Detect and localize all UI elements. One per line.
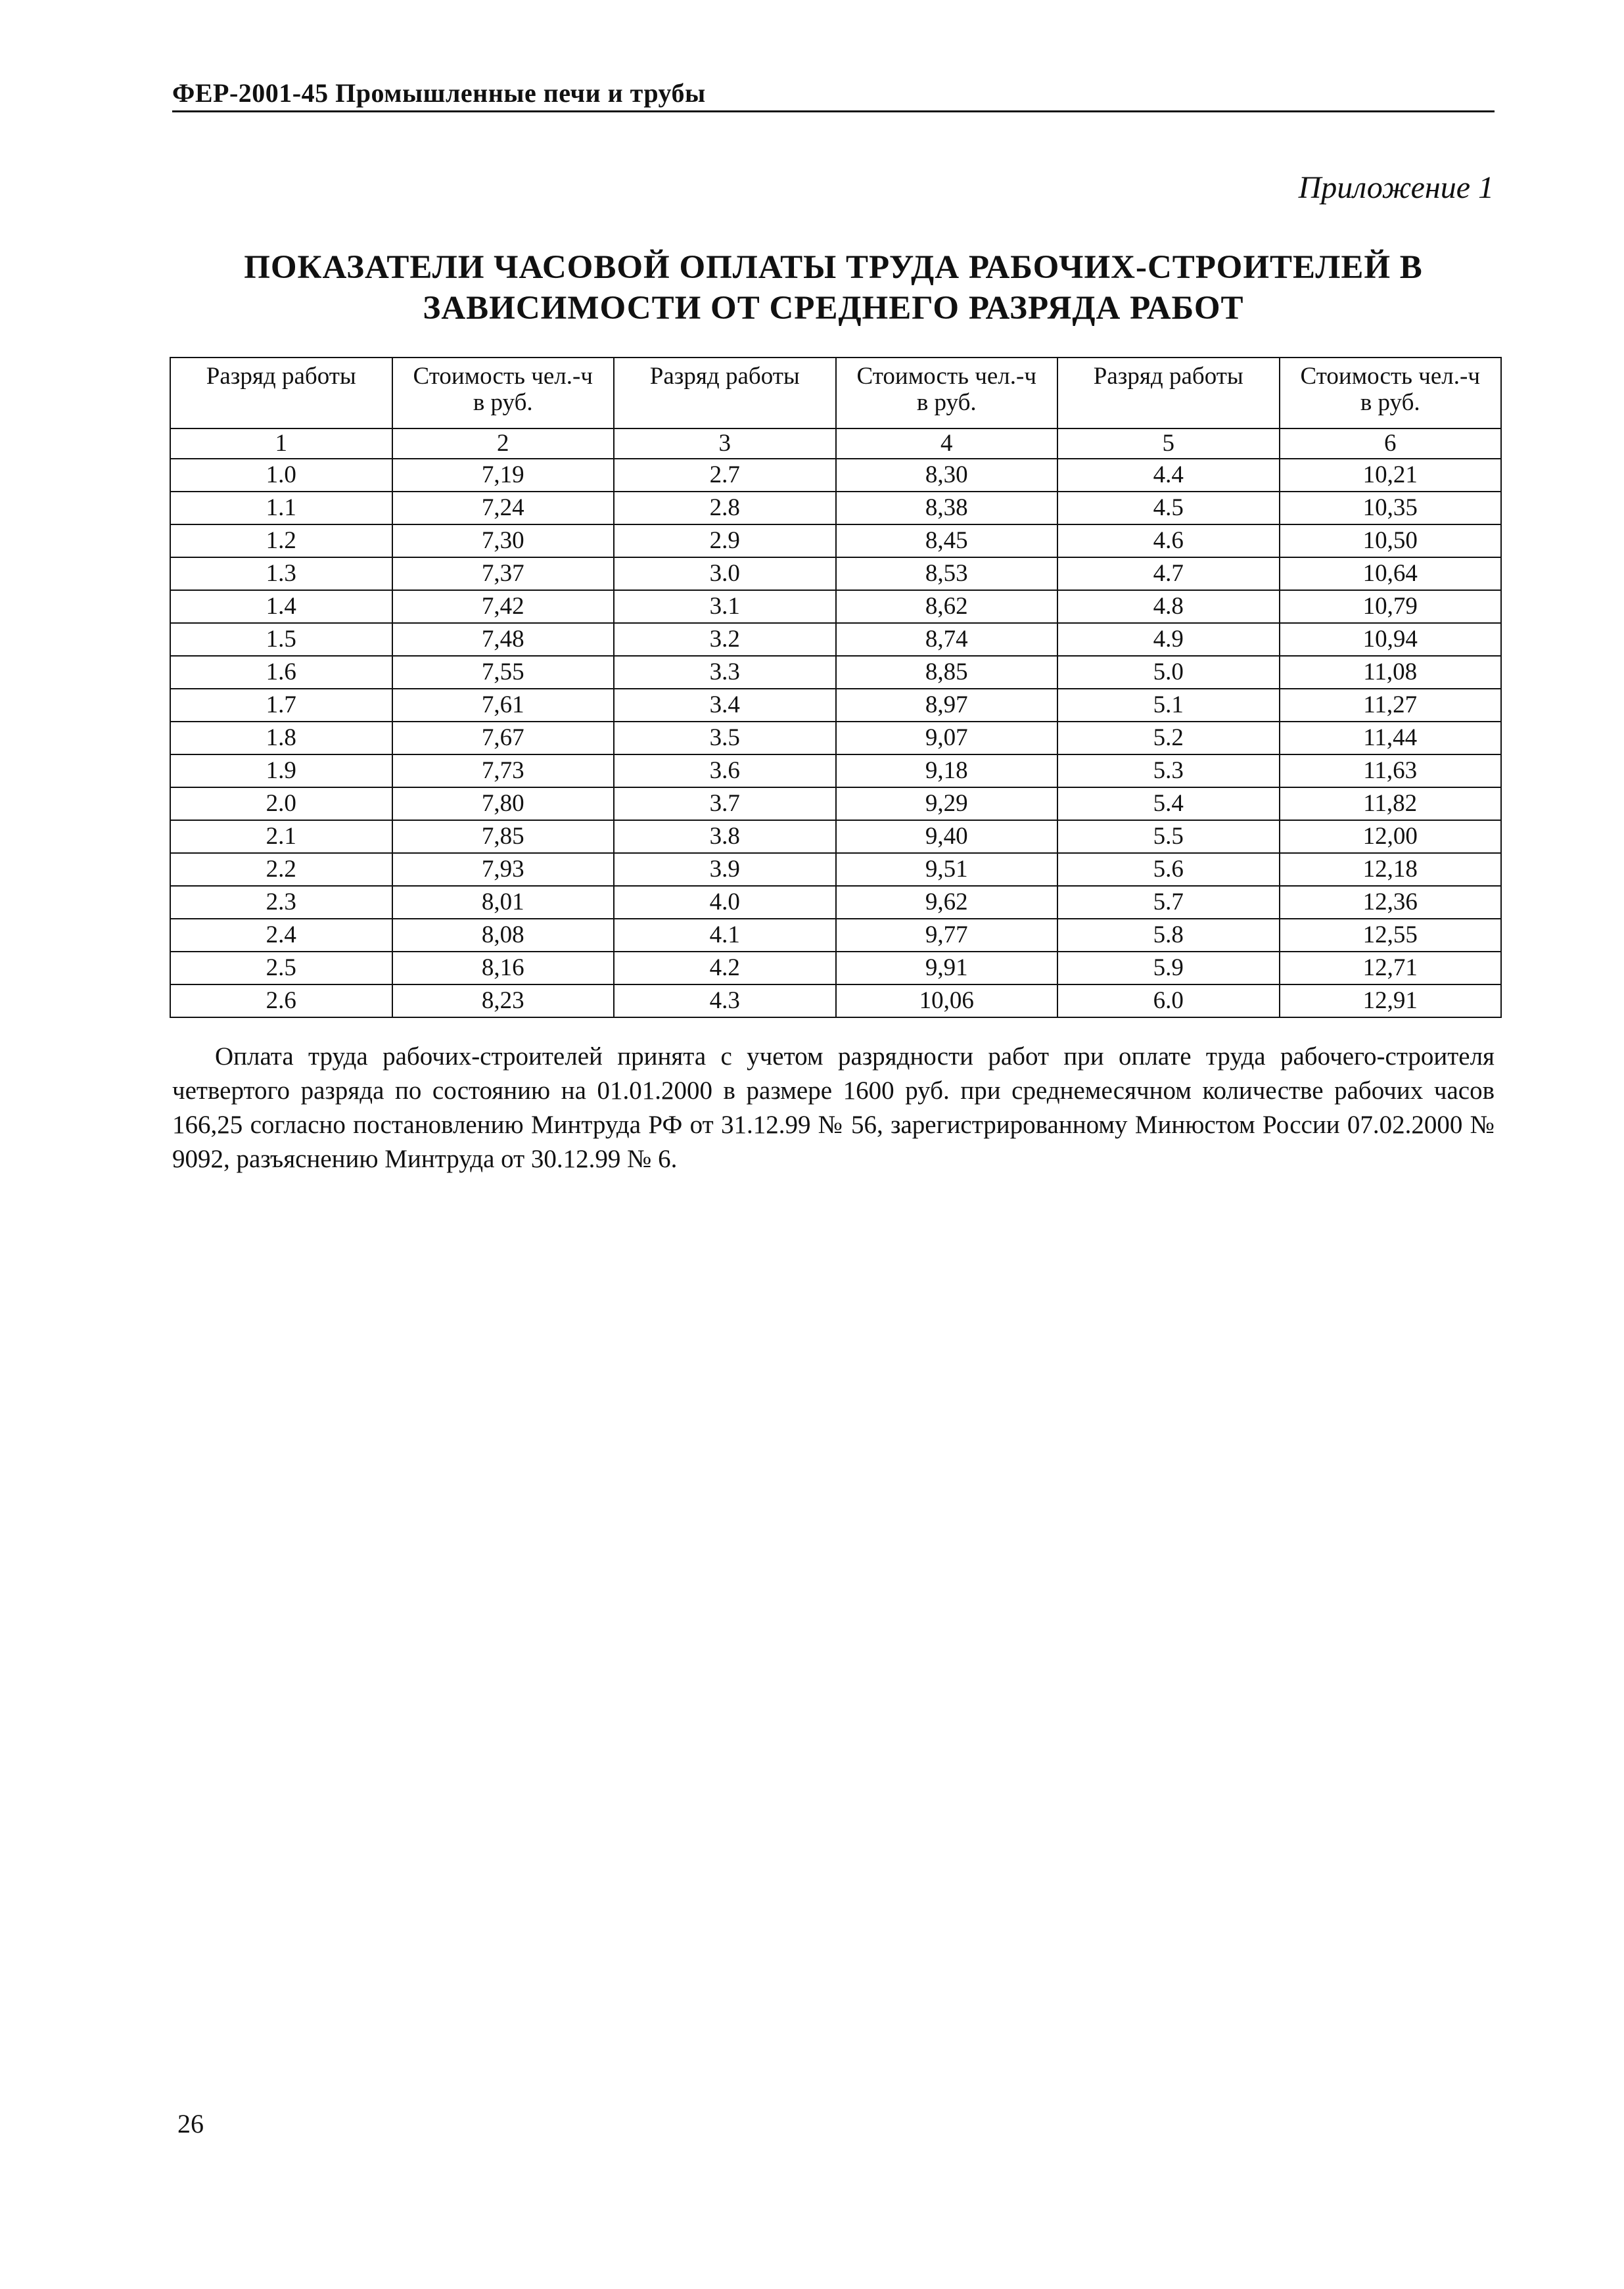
table-cell: 8,97 (836, 689, 1058, 722)
column-number: 6 (1280, 428, 1502, 459)
table-row (170, 984, 1501, 1017)
table-cell: 10,94 (1280, 623, 1502, 656)
table-cell: 12,91 (1280, 984, 1502, 1017)
table-cell: 3.7 (614, 787, 836, 820)
table-cell: 7,30 (392, 524, 615, 557)
table-body (170, 459, 1501, 1017)
page-number: 26 (177, 2109, 204, 2139)
table-cell: 9,40 (836, 820, 1058, 853)
table-row (170, 590, 1501, 623)
table-cell: 4.5 (1057, 492, 1280, 524)
note-paragraph: Оплата труда рабочих-строителей принята с учетом разрядности работ при оплате труда рабочего-строителя четвертого разряда по состоянию на 01.01.2000 в размере 1600 руб. при среднемесячном количестве рабочих часов 166,25 согласно постановлению Минтруда РФ от 31.12.99 № 56, зарегистрированному Минюстом России 07.02.2000 № 9092, разъяснению Минтруда от 30.12.99 № 6. (172, 1042, 1495, 1173)
table-cell: 11,63 (1280, 754, 1502, 787)
table-cell: 7,61 (392, 689, 615, 722)
table-cell: 9,51 (836, 853, 1058, 886)
table-cell: 8,85 (836, 656, 1058, 689)
table-cell: 1.1 (170, 492, 392, 524)
table-row (170, 459, 1501, 492)
table-cell: 5.9 (1057, 952, 1280, 984)
table-cell: 1.7 (170, 689, 392, 722)
table-cell: 10,21 (1280, 459, 1502, 492)
table-cell: 3.8 (614, 820, 836, 853)
table-cell: 7,37 (392, 557, 615, 590)
table-cell: 3.9 (614, 853, 836, 886)
table-cell: 2.6 (170, 984, 392, 1017)
table-cell: 5.1 (1057, 689, 1280, 722)
column-number-row (170, 428, 1501, 459)
table-row (170, 656, 1501, 689)
table-row (170, 689, 1501, 722)
table-cell: 5.5 (1057, 820, 1280, 853)
table-cell: 11,82 (1280, 787, 1502, 820)
table-cell: 4.4 (1057, 459, 1280, 492)
table-cell: 1.0 (170, 459, 392, 492)
table-row (170, 623, 1501, 656)
table-cell: 1.9 (170, 754, 392, 787)
table-cell: 8,38 (836, 492, 1058, 524)
table-cell: 2.7 (614, 459, 836, 492)
table-cell: 10,06 (836, 984, 1058, 1017)
table-cell: 3.6 (614, 754, 836, 787)
table-cell: 5.6 (1057, 853, 1280, 886)
table-row (170, 492, 1501, 524)
table-cell: 1.6 (170, 656, 392, 689)
table-cell: 4.1 (614, 919, 836, 952)
table-cell: 3.0 (614, 557, 836, 590)
table-cell: 7,73 (392, 754, 615, 787)
table-cell: 2.0 (170, 787, 392, 820)
rates-table (170, 357, 1502, 1018)
table-cell: 4.9 (1057, 623, 1280, 656)
table-cell: 4.7 (1057, 557, 1280, 590)
table-cell: 8,16 (392, 952, 615, 984)
table-cell: 3.2 (614, 623, 836, 656)
table-cell: 9,07 (836, 722, 1058, 754)
table-cell: 8,53 (836, 557, 1058, 590)
table-row (170, 754, 1501, 787)
table-cell: 1.4 (170, 590, 392, 623)
table-cell: 12,55 (1280, 919, 1502, 952)
table-cell: 5.0 (1057, 656, 1280, 689)
table-cell: 6.0 (1057, 984, 1280, 1017)
table-cell: 3.3 (614, 656, 836, 689)
table-cell: 7,19 (392, 459, 615, 492)
column-number: 5 (1057, 428, 1280, 459)
table-header-row (170, 358, 1501, 428)
table-row (170, 886, 1501, 919)
table-cell: 8,45 (836, 524, 1058, 557)
table-cell: 8,74 (836, 623, 1058, 656)
table-cell: 9,62 (836, 886, 1058, 919)
table-cell: 1.8 (170, 722, 392, 754)
column-header: Стоимость чел.-ч в руб. (1280, 358, 1502, 428)
table-cell: 7,48 (392, 623, 615, 656)
table-row (170, 853, 1501, 886)
table-cell: 2.2 (170, 853, 392, 886)
column-number: 2 (392, 428, 615, 459)
table-cell: 10,64 (1280, 557, 1502, 590)
table-cell: 1.3 (170, 557, 392, 590)
appendix-label: Приложение 1 (1298, 170, 1494, 205)
table-row (170, 557, 1501, 590)
column-number: 4 (836, 428, 1058, 459)
table-row (170, 524, 1501, 557)
table-cell: 12,36 (1280, 886, 1502, 919)
table-cell: 2.1 (170, 820, 392, 853)
table-cell: 4.8 (1057, 590, 1280, 623)
table-cell: 8,08 (392, 919, 615, 952)
column-header: Разряд работы (1057, 358, 1280, 428)
table-row (170, 820, 1501, 853)
table-cell: 1.2 (170, 524, 392, 557)
table-cell: 7,85 (392, 820, 615, 853)
table-cell: 8,30 (836, 459, 1058, 492)
table-cell: 10,35 (1280, 492, 1502, 524)
table-cell: 5.3 (1057, 754, 1280, 787)
column-header: Стоимость чел.-ч в руб. (836, 358, 1058, 428)
table-cell: 5.7 (1057, 886, 1280, 919)
table-cell: 12,00 (1280, 820, 1502, 853)
column-header: Стоимость чел.-ч в руб. (392, 358, 615, 428)
table-cell: 2.9 (614, 524, 836, 557)
table-cell: 2.5 (170, 952, 392, 984)
table-cell: 2.3 (170, 886, 392, 919)
table-row (170, 722, 1501, 754)
table-cell: 2.4 (170, 919, 392, 952)
table-cell: 8,01 (392, 886, 615, 919)
table-cell: 4.2 (614, 952, 836, 984)
table-cell: 7,55 (392, 656, 615, 689)
table-cell: 4.0 (614, 886, 836, 919)
table-cell: 11,27 (1280, 689, 1502, 722)
table-cell: 9,18 (836, 754, 1058, 787)
table-cell: 10,50 (1280, 524, 1502, 557)
column-number: 1 (170, 428, 392, 459)
page-title-line-1: ПОКАЗАТЕЛИ ЧАСОВОЙ ОПЛАТЫ ТРУДА РАБОЧИХ-СТРОИТЕЛЕЙ В (244, 249, 1423, 286)
table-cell: 5.8 (1057, 919, 1280, 952)
table-cell: 5.4 (1057, 787, 1280, 820)
table-cell: 5.2 (1057, 722, 1280, 754)
table-cell: 3.5 (614, 722, 836, 754)
table-cell: 9,77 (836, 919, 1058, 952)
table-cell: 7,80 (392, 787, 615, 820)
page-title-line-2: ЗАВИСИМОСТИ ОТ СРЕДНЕГО РАЗРЯДА РАБОТ (423, 290, 1244, 327)
table-row (170, 919, 1501, 952)
table-row (170, 787, 1501, 820)
table-cell: 9,91 (836, 952, 1058, 984)
table-cell: 8,62 (836, 590, 1058, 623)
table-cell: 3.1 (614, 590, 836, 623)
table-cell: 10,79 (1280, 590, 1502, 623)
page-title (172, 247, 1495, 329)
table-cell: 4.6 (1057, 524, 1280, 557)
table-cell: 12,71 (1280, 952, 1502, 984)
table-cell: 11,44 (1280, 722, 1502, 754)
table-cell: 7,93 (392, 853, 615, 886)
column-header: Разряд работы (170, 358, 392, 428)
table-row (170, 952, 1501, 984)
table-cell: 7,67 (392, 722, 615, 754)
table-cell: 3.4 (614, 689, 836, 722)
table-cell: 4.3 (614, 984, 836, 1017)
table-cell: 12,18 (1280, 853, 1502, 886)
table-cell: 7,42 (392, 590, 615, 623)
column-header: Разряд работы (614, 358, 836, 428)
header-rule (172, 110, 1495, 112)
table-cell: 2.8 (614, 492, 836, 524)
table-cell: 1.5 (170, 623, 392, 656)
running-title: ФЕР-2001-45 Промышленные печи и трубы (172, 78, 706, 108)
table-cell: 11,08 (1280, 656, 1502, 689)
table-cell: 8,23 (392, 984, 615, 1017)
column-number: 3 (614, 428, 836, 459)
table-cell: 9,29 (836, 787, 1058, 820)
table-cell: 7,24 (392, 492, 615, 524)
